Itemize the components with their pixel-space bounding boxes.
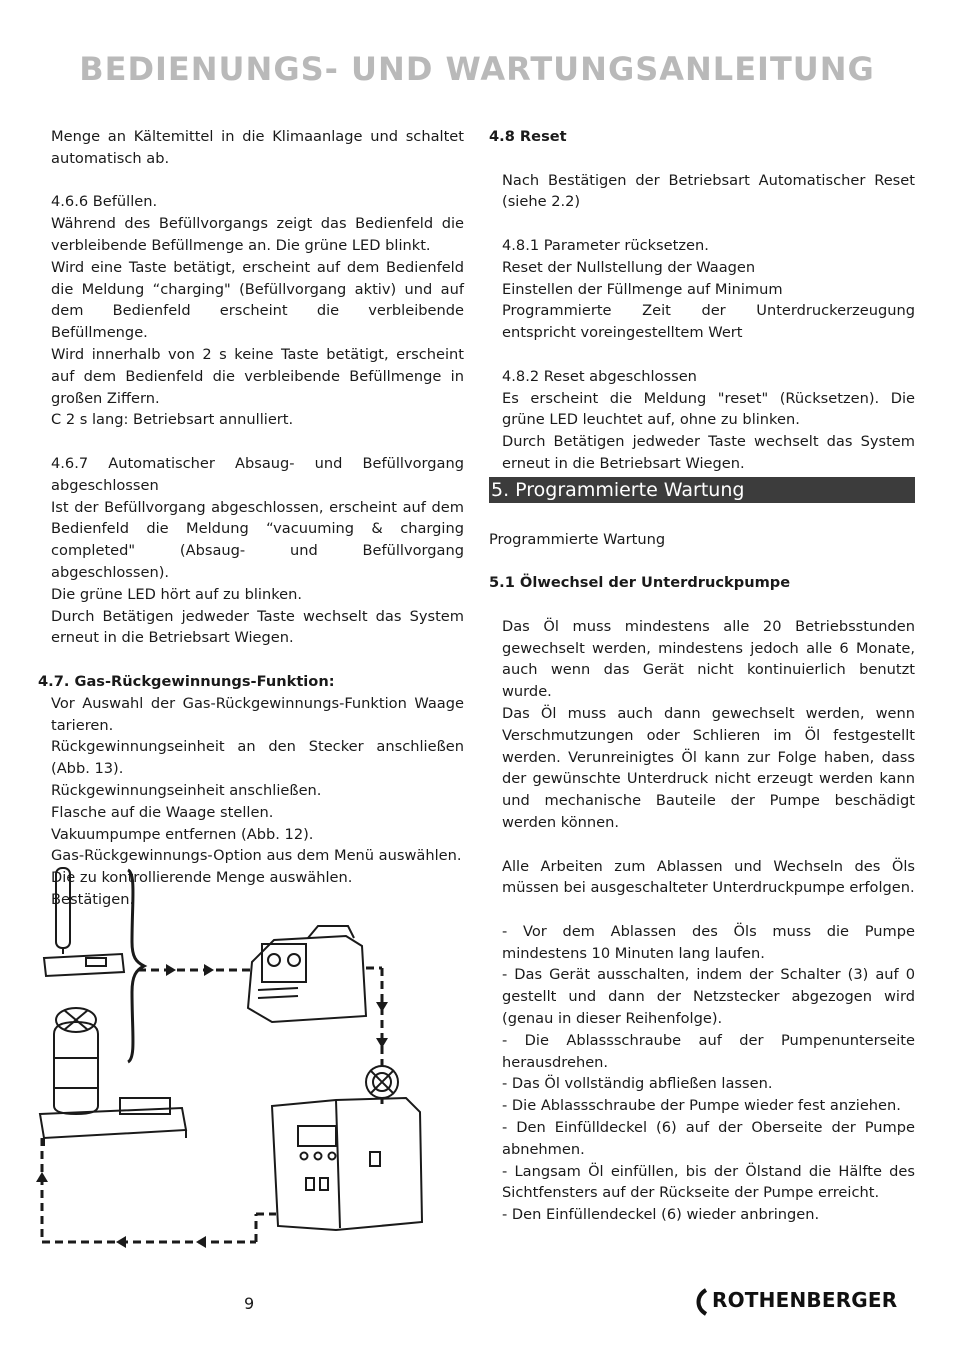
paragraph: Alle Arbeiten zum Ablassen und Wechseln des Öls müssen bei ausgeschalteter Unterdruckpumpe erfolgen. [502, 857, 915, 897]
arrow-icon [116, 1236, 126, 1248]
section-5-header: 5. Programmierte Wartung [489, 477, 915, 503]
brace [128, 870, 144, 1062]
paragraph: Während des Befüllvorgangs zeigt das Bedienfeld die verbleibende Befüllmenge an. Die grüne LED blinkt. [51, 215, 464, 254]
brand-logo [692, 1286, 922, 1318]
brand-name: ROTHENBERGER [712, 1288, 898, 1312]
heading-5-1: 5.1 Ölwechsel der Unterdruckpumpe [489, 574, 791, 592]
arrow-icon [204, 964, 214, 976]
logo-swoosh-icon [699, 1290, 707, 1314]
paragraph: Bestätigen. [51, 890, 135, 908]
paragraph: Durch Betätigen jedweder Taste wechselt das System erneut in die Betriebsart Wiegen. [51, 607, 464, 647]
arrow-icon [36, 1172, 48, 1182]
paragraph: Das Öl muss mindestens alle 20 Betriebsstunden gewechselt werden, mindestens jedoch alle 6 Monate, auch wenn das Gerät nicht kontinuierlich benutzt wurde. [502, 617, 915, 701]
right-column [489, 126, 915, 1226]
paragraph: Die zu kontrollierende Menge auswählen. [51, 869, 353, 887]
arrow-icon [166, 964, 176, 976]
paragraph: Programmierte Wartung [489, 530, 666, 548]
left-column [38, 126, 464, 911]
subheading-4-6-7: 4.6.7 Automatischer Absaug- und Befüllvorgang abgeschlossen [51, 454, 464, 494]
paragraph: Durch Betätigen jedweder Taste wechselt das System erneut in die Betriebsart Wiegen. [502, 433, 915, 472]
paragraph: Das Öl muss auch dann gewechselt werden, wenn Verschmutzungen oder Schlieren im Öl festgestellt werden. Verunreinigtes Öl kann zur Folge haben, dass der gewünschte Unterdruck nicht erzeugt werden kann und mechanische Bauteile der Pumpe beschädigt werden können. [502, 704, 915, 831]
heading-4-8: 4.8 Reset [489, 128, 567, 145]
subheading-4-8-1: 4.8.1 Parameter rücksetzen. [502, 236, 709, 254]
paragraph: Menge an Kältemittel in die Klimaanlage und schaltet automatisch ab. [51, 128, 464, 167]
heading-4-7: 4.7. Gas-Rückgewinnungs-Funktion: [38, 672, 335, 690]
valve-illustration [366, 1066, 398, 1098]
paragraph: Rückgewinnungseinheit an den Stecker anschließen (Abb. 13). [51, 738, 464, 778]
paragraph: Wird innerhalb von 2 s keine Taste betätigt, erscheint auf dem Bedienfeld die verbleibende Befüllmenge in großen Ziffern. [51, 345, 464, 407]
page-title: BEDIENUNGS- UND WARTUNGSANLEITUNG [79, 50, 875, 88]
paragraph: Einstellen der Füllmenge auf Minimum [502, 280, 783, 298]
paragraph: Ist der Befüllvorgang abgeschlossen, erscheint auf dem Bedienfeld die Meldung “vacuuming & charging completed" (Absaug- und Befüllvorgang abgeschlossen). [51, 498, 464, 581]
recovery-unit-illustration [248, 926, 366, 1022]
paragraph: Es erscheint die Meldung "reset" (Rücksetzen). Die grüne LED leuchtet auf, ohne zu blinken. [502, 389, 915, 429]
list-item: - Den Einfülldeckel (6) auf der Oberseite der Pumpe abnehmen. [502, 1119, 915, 1158]
arrow-icon [376, 1038, 388, 1048]
scale-platform-illustration [40, 1098, 186, 1146]
paragraph: Vakuumpumpe entfernen (Abb. 12). [51, 825, 314, 843]
subheading-4-8-2: 4.8.2 Reset abgeschlossen [502, 367, 697, 385]
gas-cylinder-illustration [54, 1008, 98, 1114]
paragraph: Vor Auswahl der Gas-Rückgewinnungs-Funktion Waage tarieren. [51, 694, 464, 734]
paragraph: Die grüne LED hört auf zu blinken. [51, 585, 302, 603]
arrow-icon [196, 1236, 206, 1248]
list-item: - Das Öl vollständig abfließen lassen. [502, 1075, 773, 1093]
paragraph: Wird eine Taste betätigt, erscheint auf dem Bedienfeld die Meldung “charging" (Befüllvorgang aktiv) und auf dem Bedienfeld erscheint die verbleibende Befüllmenge. [51, 258, 464, 342]
gas-recovery-diagram [36, 862, 476, 1256]
list-item: - Die Ablassschraube auf der Pumpenunterseite herausdrehen. [502, 1031, 915, 1071]
paragraph: Reset der Nullstellung der Waagen [502, 258, 756, 276]
list-item: - Den Einfüllendeckel (6) wieder anbringen. [502, 1206, 820, 1224]
paragraph: Nach Bestätigen der Betriebsart Automatischer Reset (siehe 2.2) [502, 171, 915, 211]
list-item: - Das Gerät ausschalten, indem der Schalter (3) auf 0 gestellt und dann der Netzstecker abgezogen wird (genau in dieser Reihenfolge). [502, 966, 915, 1028]
subheading-4-6-6: 4.6.6 Befüllen. [51, 193, 158, 211]
paragraph: Flasche auf die Waage stellen. [51, 803, 274, 821]
arrow-icon [376, 1002, 388, 1012]
paragraph: Rückgewinnungseinheit anschließen. [51, 781, 322, 799]
paragraph: Gas-Rückgewinnungs-Option aus dem Menü auswählen. [51, 847, 462, 865]
list-item: - Die Ablassschraube der Pumpe wieder fest anziehen. [502, 1097, 901, 1115]
page-number: 9 [244, 1294, 255, 1313]
list-item: - Langsam Öl einfüllen, bis der Ölstand die Hälfte des Sichtfensters auf der Rückseite der Pumpe erreicht. [502, 1162, 915, 1202]
small-bottle-illustration [44, 868, 124, 976]
list-item: - Vor dem Ablassen des Öls muss die Pumpe mindestens 10 Minuten lang laufen. [502, 922, 915, 962]
paragraph: C 2 s lang: Betriebsart annulliert. [51, 411, 294, 429]
station-illustration [272, 1098, 422, 1230]
paragraph: Programmierte Zeit der Unterdruckerzeugung entspricht voreingestelltem Wert [502, 302, 915, 342]
